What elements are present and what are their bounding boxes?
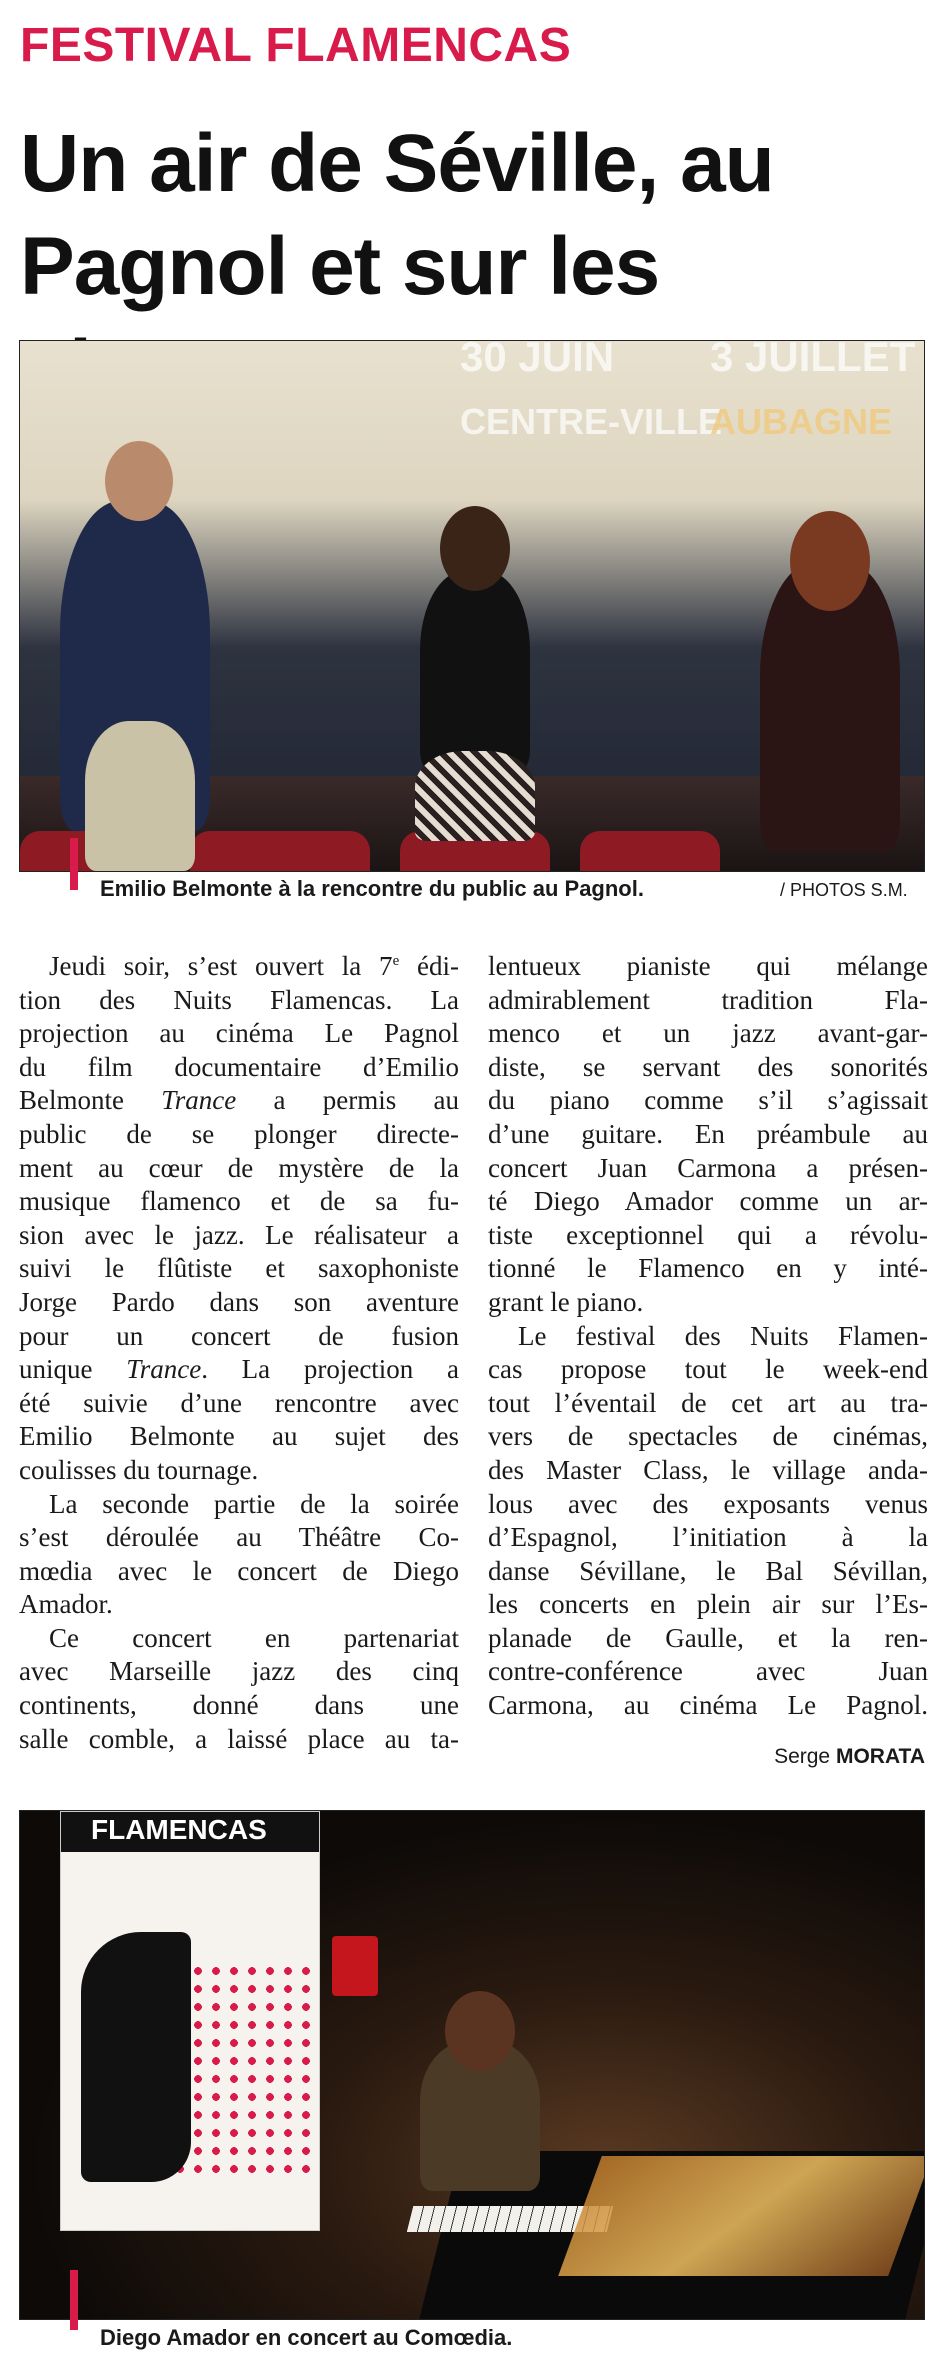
text-line: planade de Gaulle, et la ren- [488,1622,928,1653]
text-line: Jorge Pardo dans son aventure [19,1286,459,1317]
photo-panel-discussion [19,340,925,872]
text-line: Le festival des Nuits Flamen- [518,1320,928,1351]
article-column-left [19,950,459,1756]
screen-text-place-right: AUBAGNE [710,401,893,442]
text-line: lentueux pianiste qui mélange [488,951,928,981]
text-line: mœdia avec le concert de Diego [19,1555,459,1586]
text-line: Amador. [19,1589,113,1620]
headline-line-1: Un air de Séville, au [20,118,774,209]
person-woman-right-head [790,511,870,611]
text-line: du film documentaire d’Emilio [19,1051,459,1082]
text-line: Belmonte Trance a permis au [19,1085,459,1116]
text-line: cas propose tout le week-end [488,1354,928,1385]
text-line: lous avec des exposants venus [488,1488,928,1519]
text-line: Jeudi soir, s’est ouvert la 7e édi- [49,951,459,981]
text-line: coulisses du tournage. [19,1454,259,1485]
festival-banner [60,1811,320,2231]
text-line: des Master Class, le village anda- [488,1454,928,1485]
text-line: d’une guitare. En préambule au [488,1118,928,1149]
text-line: du piano comme s’il s’agissait [488,1085,928,1116]
text-line: les concerts en plein air sur l’Es- [488,1589,928,1620]
photo-caption-2: Diego Amador en concert au Comœdia. [100,2325,513,2350]
photo-credit: / PHOTOS S.M. [780,880,908,900]
text-line: concert Juan Carmona a présen- [488,1152,928,1183]
screen-text-date-right: 3 JUILLET [710,340,916,380]
text-line: public de se plonger directe- [19,1118,459,1149]
text-line: contre-conférence avec Juan [488,1656,928,1687]
headline-line-2: Pagnol et sur les [20,221,660,312]
text-line: musique flamenco et de sa fu- [19,1186,459,1217]
text-line: Carmona, au cinéma Le Pagnol. [488,1690,928,1721]
banner-dress-pattern [171,1962,311,2182]
author-byline: Serge MORATA [774,1745,925,1768]
text-line: avec Marseille jazz des cinq [19,1656,459,1687]
text-line: diste, se servant des sonorités [488,1051,928,1082]
text-line: admirablement tradition Fla- [488,984,928,1015]
cinema-seat [580,831,720,871]
text-line: pour un concert de fusion [19,1320,459,1351]
text-line: Ce concert en partenariat [49,1622,459,1653]
text-line: grant le piano. [488,1286,644,1317]
person-speaker-trousers [85,721,195,871]
cinema-seat [190,831,370,871]
text-line: vers de spectacles de cinémas, [488,1421,928,1452]
text-line: Emilio Belmonte au sujet des [19,1421,459,1452]
pianist-head [445,1991,515,2071]
text-line: été suivie d’une rencontre avec [19,1387,459,1418]
text-line: sion avec le jazz. Le réalisateur a [19,1219,459,1250]
person-speaker-head [105,441,173,521]
text-line: ment au cœur de mystère de la [19,1152,459,1183]
text-line: tionné le Flamenco en y inté- [488,1253,928,1284]
photo-piano-concert [19,1810,925,2320]
text-line: suivi le flûtiste et saxophoniste [19,1253,459,1284]
text-line: unique Trance. La projection a [19,1354,459,1385]
text-line: tout l’éventail de cet art au tra- [488,1387,928,1418]
text-line: danse Sévillane, le Bal Sévillan, [488,1555,928,1586]
text-line: s’est déroulée au Théâtre Co- [19,1522,459,1553]
text-line: salle comble, a laissé place au ta- [19,1723,459,1754]
banner-dancer-silhouette [81,1932,191,2182]
text-line: La seconde partie de la soirée [49,1488,459,1519]
text-line: continents, donné dans une [19,1690,459,1721]
piano-interior [558,2156,925,2276]
person-woman-centre-head [440,506,510,591]
article-column-right [488,950,928,1723]
text-line: d’Espagnol, l’initiation à la [488,1522,928,1553]
text-line: tion des Nuits Flamencas. La [19,984,459,1015]
person-woman-centre [420,571,530,771]
text-line: té Diego Amador comme un ar- [488,1186,928,1217]
screen-text-date-left: 30 JUIN [460,340,615,380]
caption-marker [70,838,78,890]
banner-title: FLAMENCAS [91,1814,267,1845]
text-line: tiste exceptionnel qui a révolu- [488,1219,928,1250]
screen-text-place-left: CENTRE-VILLE [460,401,723,442]
photo-caption-1: Emilio Belmonte à la rencontre du public au Pagnol. [100,876,644,901]
person-woman-centre-skirt [415,751,535,841]
text-line: menco et un jazz avant-gar- [488,1018,928,1049]
text-line: projection au cinéma Le Pagnol [19,1018,459,1049]
red-bucket [332,1936,378,1996]
rubric: FESTIVAL FLAMENCAS [20,19,572,72]
caption-marker [70,2270,78,2330]
